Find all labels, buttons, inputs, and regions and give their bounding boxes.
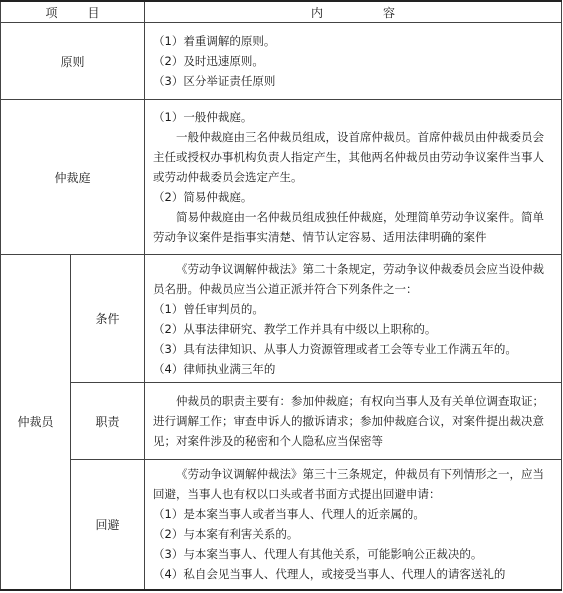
label-recusal: 回避 xyxy=(71,460,145,590)
content-conditions xyxy=(145,255,562,383)
label-arbitrator: 仲裁员 xyxy=(1,255,71,590)
content-recusal xyxy=(145,460,562,590)
label-duties: 职责 xyxy=(71,383,145,460)
row-arbitrator-duties xyxy=(1,383,562,460)
tribunal-line: （1）一般仲裁庭。 xyxy=(153,110,253,124)
recusal-line: （1）是本案当事人或者当事人、代理人的近亲属的。 xyxy=(153,507,425,522)
principle-line: （1）着重调解的原则。 xyxy=(153,34,276,48)
conditions-line: （1）曾任审判员的。 xyxy=(153,301,264,316)
tribunal-paragraph: 简易仲裁庭由一名仲裁员组成独任仲裁庭，处理简单劳动争议案件。简单劳动争议案件是指事实清楚、情节认定容易、适用法律明确的案件 xyxy=(153,210,545,244)
content-tribunal xyxy=(145,100,562,255)
conditions-paragraph: 《劳动争议调解仲裁法》第二十条规定，劳动争议仲裁委员会应当设仲裁员名册。仲裁员应当公道正派并符合下列条件之一： xyxy=(153,261,545,296)
tribunal-line: （2）简易仲裁庭。 xyxy=(153,190,253,204)
header-content: 内容 xyxy=(145,1,562,23)
principle-line: （3）区分举证责任原则 xyxy=(153,74,276,88)
principle-line: （2）及时迅速原则。 xyxy=(153,54,264,68)
row-arbitrator-recusal xyxy=(1,460,562,590)
conditions-line: （3）具有法律知识、从事人力资源管理或者工会等专业工作满五年的。 xyxy=(153,341,517,356)
label-conditions: 条件 xyxy=(71,255,145,383)
header-item: 项目 xyxy=(1,1,145,23)
duties-paragraph: 仲裁员的职责主要有：参加仲裁庭；有权向当事人及有关单位调查取证；进行调解工作；审查申诉人的撤诉请求；参加仲裁庭合议，对案件提出裁决意见；对案件涉及的秘密和个人隐私应当保密等 xyxy=(153,394,545,448)
conditions-line: （2）从事法律研究、教学工作并具有中级以上职称的。 xyxy=(153,321,437,336)
row-arbitrator-conditions xyxy=(1,255,562,383)
row-tribunal xyxy=(1,100,562,255)
recusal-paragraph: 《劳动争议调解仲裁法》第三十三条规定，仲裁员有下列情形之一，应当回避，当事人也有权以口头或者书面方式提出回避申请： xyxy=(153,467,545,502)
row-principle xyxy=(1,23,562,100)
label-principle: 原则 xyxy=(1,23,145,100)
tribunal-paragraph: 一般仲裁庭由三名仲裁员组成，设首席仲裁员。首席仲裁员由仲裁委员会主任或授权办事机构负责人指定产生，其他两名仲裁员由劳动争议案件当事人或劳动仲裁委员会选定产生。 xyxy=(153,130,545,184)
content-duties xyxy=(145,383,562,460)
recusal-line: （3）与本案当事人、代理人有其他关系，可能影响公正裁决的。 xyxy=(153,547,483,562)
label-tribunal: 仲裁庭 xyxy=(1,100,145,255)
conditions-line: （4）律师执业满三年的 xyxy=(153,361,276,376)
content-principle xyxy=(145,23,562,100)
header-row xyxy=(1,1,562,23)
recusal-line: （2）与本案有利害关系的。 xyxy=(153,527,299,542)
recusal-line: （4）私自会见当事人、代理人，或接受当事人、代理人的请客送礼的 xyxy=(153,567,506,582)
